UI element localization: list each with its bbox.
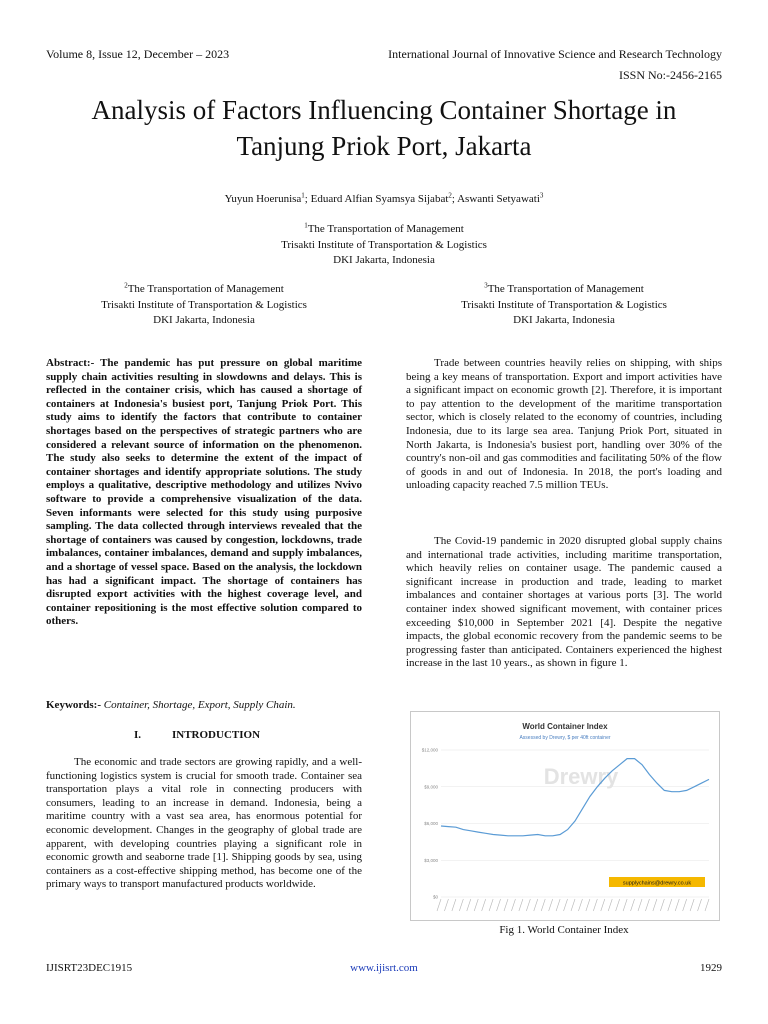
title-line-1: Analysis of Factors Influencing Container Shortage in	[91, 95, 677, 125]
x-tick	[601, 899, 605, 911]
affil-center-sup: 1	[304, 221, 308, 230]
section-number: I.	[134, 729, 142, 741]
page-number: 1929	[700, 962, 722, 974]
journal-website-link[interactable]: www.ijisrt.com	[350, 962, 418, 974]
abstract: Abstract:- The pandemic has put pressure on global maritime supply chain activities resulting in slowdowns and delays. This is reflected in the container crisis, which has caused a shortage of containers at Indonesia's busiest port, Tanjung Priok Port. This study aims to identify the factors that contribute to container shortages based on the perspectives of strategic partners who are considered a relevant source of information on the phenomenon. The study also seeks to determine the extent of the impact of container shortages and identify appropriate solutions. The study employs a qualitative, descriptive methodology and utilizes Nvivo software to provide a comprehensive visualization of the data. Seven informants were selected for this study using purposive sampling. The data collected through interviews revealed that the shortage of containers was caused by congestion, lockdowns, trade imbalances, container imbalances, demand and supply imbalances, and a shortage of vessel space. Based on the analysis, the lockdown has had a significant impact. The shortage of containers has disrupted export activities with the highest coverage level, and container repositioning is the most effective solution compared to others.	[46, 357, 362, 628]
x-tick	[593, 899, 597, 911]
author-3: ; Aswanti Setyawati	[451, 193, 540, 205]
author-list	[0, 192, 768, 206]
x-tick	[452, 899, 456, 911]
x-tick	[444, 899, 448, 911]
issn: ISSN No:-2456-2165	[618, 68, 722, 82]
figure-world-container-index	[410, 711, 720, 921]
x-tick	[631, 899, 635, 911]
x-tick	[534, 899, 538, 911]
author-3-sup: 3	[539, 191, 544, 200]
x-tick	[474, 899, 478, 911]
x-tick	[683, 899, 687, 911]
affil-right-line3: DKI Jakarta, Indonesia	[513, 314, 615, 326]
x-tick	[578, 899, 582, 911]
y-tick-label: $6,000	[424, 821, 438, 826]
author-1-sup: 1	[301, 191, 305, 200]
journal-name: International Journal of Innovative Science and Research Technology	[388, 47, 722, 61]
body-paragraph-1: Trade between countries heavily relies on shipping, with ships being a key means of transportation. Export and import activities have a significant impact on economic growth [2]. Therefore, it is important to pay attention to the development of the maritime transportation sector, which is closely related to the economy of countries, including Indonesia, due to its large sea area. Tanjung Priok Port, situated in North Jakarta, is Indonesia's busiest port, handling over 30% of the country's non-oil and gas commodities and facilitating 50% of the flow of goods in and out of Indonesia. In 2018, the port's loading and unloading capacity reached 7.5 million TEUs.	[406, 357, 722, 492]
x-tick	[668, 899, 672, 911]
x-tick	[519, 899, 523, 911]
author-2: ; Eduard Alfian Syamsya Sijabat	[304, 193, 449, 205]
chart-x-ticks	[437, 899, 709, 911]
x-tick	[675, 899, 679, 911]
section-title: INTRODUCTION	[172, 729, 261, 741]
x-tick	[549, 899, 553, 911]
x-tick	[623, 899, 627, 911]
x-tick	[638, 899, 642, 911]
x-tick	[564, 899, 568, 911]
affiliation-left	[46, 282, 362, 329]
figure-caption: Fig 1. World Container Index	[499, 924, 629, 936]
author-2-sup: 2	[448, 191, 452, 200]
x-tick	[489, 899, 493, 911]
chart-subtitle: Assessed by Drewry, $ per 40ft container	[519, 735, 611, 741]
x-tick	[660, 899, 664, 911]
keywords	[46, 699, 362, 713]
affil-left-line2: Trisakti Institute of Transportation & Logistics	[101, 298, 307, 311]
title-line-2: Tanjung Priok Port, Jakarta	[236, 131, 532, 161]
x-tick	[556, 899, 560, 911]
affiliation-right	[406, 282, 722, 329]
affil-left-line3: DKI Jakarta, Indonesia	[153, 314, 255, 326]
keywords-label: Keywords:-	[46, 699, 101, 711]
affil-left-line1: The Transportation of Management	[127, 283, 284, 295]
y-tick-label: $3,000	[424, 857, 438, 863]
x-tick	[467, 899, 471, 911]
chart-y-ticks	[422, 748, 439, 900]
affil-center-line3: DKI Jakarta, Indonesia	[333, 254, 435, 266]
x-tick	[541, 899, 545, 911]
affil-right-line2: Trisakti Institute of Transportation & Logistics	[461, 298, 667, 311]
y-tick-label: $12,000	[421, 747, 438, 753]
body-paragraph-2: The Covid-19 pandemic in 2020 disrupted global supply chains and international trade activities, including maritime transportation, which heavily relies on container usage. The pandemic caused a significant increase in production and trade, leading to market imbalances and container shortages at various ports [3]. The world container index showed significant movement, with container prices exceeding $10,000 in September 2021 [4]. Despite the negative impacts, the global economic recovery from the pandemic seems to be progressing faster than anticipated. Containers experienced the highest increase in the last 10 years., as shown in figure 1.	[406, 535, 722, 670]
contact-badge-text: supplychains@drewry.co.uk	[622, 880, 692, 887]
drewry-watermark: Drewry	[543, 764, 619, 789]
y-tick-label: $9,000	[424, 784, 438, 790]
x-tick	[653, 899, 657, 911]
x-tick	[511, 899, 515, 911]
x-tick	[586, 899, 590, 911]
x-tick	[459, 899, 463, 911]
x-tick	[482, 899, 486, 911]
x-tick	[616, 899, 620, 911]
affil-right-line1: The Transportation of Management	[487, 283, 644, 295]
paper-id: IJISRT23DEC1915	[46, 962, 133, 974]
x-tick	[504, 899, 508, 911]
paper-title	[20, 92, 748, 164]
x-tick	[690, 899, 694, 911]
author-1: Yuyun Hoerunisa	[224, 193, 302, 205]
keywords-text: Container, Shortage, Export, Supply Chain.	[101, 699, 296, 711]
affiliation-center	[0, 222, 768, 269]
x-tick	[526, 899, 530, 911]
y-tick-label: $0	[432, 894, 438, 900]
affil-center-line1: The Transportation of Management	[307, 223, 464, 235]
x-tick	[645, 899, 649, 911]
intro-paragraph: The economic and trade sectors are growing rapidly, and a well-functioning logistics system is crucial for smooth trade. Container sea transportation plays a vital role in connecting producers with consumers, leading to an increase in demand. Indonesia, being a maritime country with a vast sea area, has enormous potential for economic development. Changes in the geography of global trade are apparent, with developing countries playing a significant role in economic growth and seaborne trade [1]. Shipping goods by sea, using containers as a cost-effective shipping method, has become one of the primary ways to transport manufactured products worldwide.	[46, 756, 362, 891]
x-tick	[497, 899, 501, 911]
journal-volume: Volume 8, Issue 12, December – 2023	[46, 47, 230, 61]
x-tick	[698, 899, 702, 911]
affil-center-line2: Trisakti Institute of Transportation & Logistics	[281, 238, 487, 251]
affil-right-sup: 3	[484, 281, 488, 290]
world-container-index-chart	[411, 712, 719, 920]
x-tick	[705, 899, 709, 911]
x-tick	[571, 899, 575, 911]
x-tick	[437, 899, 441, 911]
chart-title: World Container Index	[522, 722, 608, 731]
affil-left-sup: 2	[124, 281, 128, 290]
x-tick	[608, 899, 612, 911]
